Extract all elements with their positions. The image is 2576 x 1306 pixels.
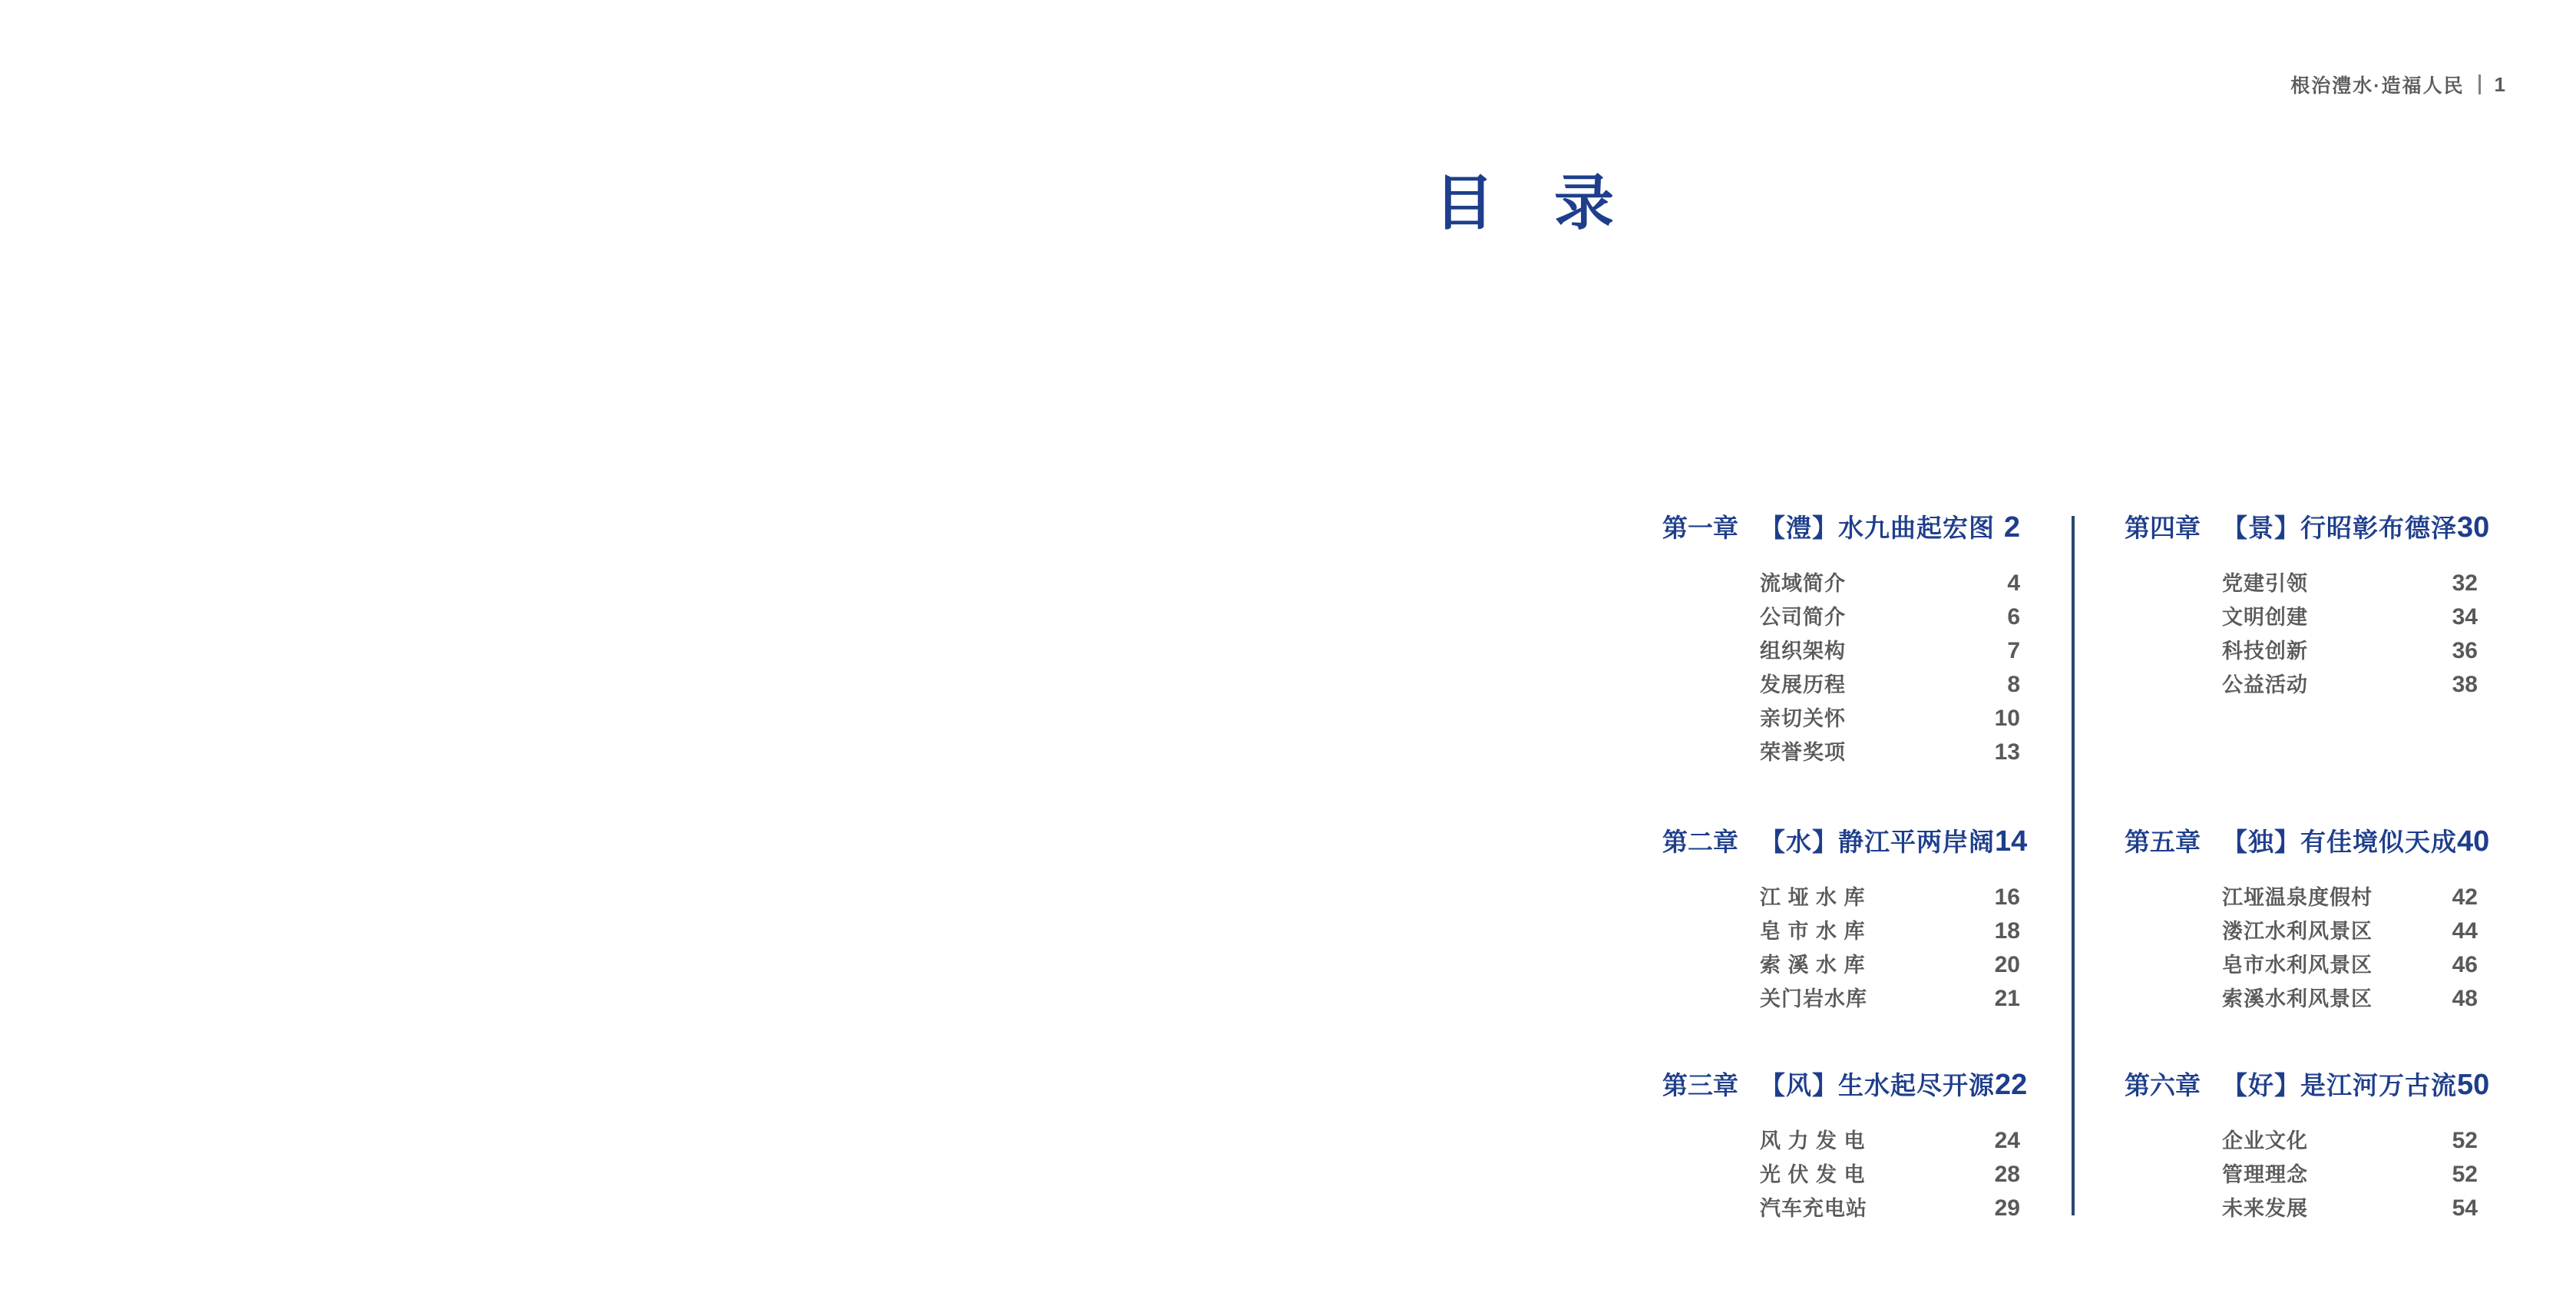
chapter-page-number: 22 [1995, 1069, 2028, 1101]
toc-chapter-entry[interactable] [2125, 1066, 2490, 1101]
item-page-number: 54 [2452, 1195, 2478, 1221]
chapter-label: 第六章 [2125, 1071, 2201, 1099]
chapter-title: 【景】行昭彰布德泽 [2222, 514, 2457, 542]
item-page-number: 20 [1994, 952, 2020, 977]
toc-chapter-entry[interactable] [1662, 1066, 2028, 1101]
chapter-items [2222, 881, 2478, 1016]
item-page-number: 7 [2007, 638, 2020, 663]
item-label: 皂市水利风景区 [2222, 954, 2373, 977]
chapter-block-2 [1662, 822, 2028, 1016]
item-page-number: 8 [2007, 672, 2020, 697]
item-page-number: 42 [2452, 884, 2478, 910]
item-page-number: 32 [2452, 570, 2478, 596]
chapter-title: 【独】有佳境似天成 [2222, 828, 2457, 856]
chapter-label: 第一章 [1662, 514, 1738, 542]
item-label: 未来发展 [2222, 1197, 2308, 1220]
toc-chapter-entry[interactable] [1662, 822, 2028, 858]
item-label: 党建引领 [2222, 572, 2308, 595]
chapter-label: 第四章 [2125, 514, 2201, 542]
item-page-number: 4 [2007, 570, 2020, 596]
item-label: 皂 市 水 库 [1760, 920, 1866, 943]
toc-item-entry[interactable] [2222, 668, 2478, 702]
item-page-number: 10 [1994, 706, 2020, 731]
toc-item-entry[interactable] [2222, 634, 2478, 668]
chapter-page-number: 14 [1995, 825, 2028, 858]
chapter-page-number: 40 [2457, 825, 2490, 858]
item-label: 索 溪 水 库 [1760, 954, 1866, 977]
chapter-title: 【好】是江河万古流 [2222, 1071, 2457, 1099]
item-page-number: 46 [2452, 952, 2478, 977]
chapter-label: 第二章 [1662, 828, 1738, 856]
toc-item-entry[interactable] [2222, 1124, 2478, 1158]
item-label: 组织架构 [1760, 640, 1846, 663]
toc-item-entry[interactable] [2222, 948, 2478, 982]
item-page-number: 13 [1994, 739, 2020, 765]
chapter-label: 第五章 [2125, 828, 2201, 856]
toc-chapter-entry[interactable] [2125, 822, 2490, 858]
chapter-block-6 [2125, 1066, 2490, 1225]
header-slogan: 根治澧水·造福人民 [2290, 75, 2465, 97]
item-label: 发展历程 [1760, 673, 1846, 696]
item-page-number: 24 [1994, 1128, 2020, 1153]
item-label: 汽车充电站 [1760, 1197, 1867, 1220]
item-label: 荣誉奖项 [1760, 741, 1846, 764]
item-page-number: 6 [2007, 604, 2020, 630]
header-page-number: 1 [2494, 72, 2505, 96]
toc-item-entry[interactable] [1760, 881, 2020, 914]
item-label: 公益活动 [2222, 673, 2308, 696]
header-divider-bar [2478, 74, 2481, 94]
item-page-number: 52 [2452, 1162, 2478, 1187]
chapter-page-number: 2 [2003, 511, 2020, 544]
toc-item-entry[interactable] [1760, 668, 2020, 702]
item-label: 光 伏 发 电 [1760, 1163, 1866, 1186]
chapter-items [1760, 881, 2020, 1016]
chapter-title: 【风】生水起尽开源 [1760, 1071, 1995, 1099]
chapter-label: 第三章 [1662, 1071, 1738, 1099]
item-page-number: 28 [1994, 1162, 2020, 1187]
item-label: 亲切关怀 [1760, 707, 1846, 730]
toc-item-entry[interactable] [1760, 567, 2020, 600]
item-label: 流域简介 [1760, 572, 1846, 595]
item-label: 江 垭 水 库 [1760, 886, 1866, 909]
toc-item-entry[interactable] [1760, 736, 2020, 769]
toc-item-entry[interactable] [2222, 914, 2478, 948]
item-label: 管理理念 [2222, 1163, 2308, 1186]
toc-item-entry[interactable] [1760, 948, 2020, 982]
chapter-items [2222, 1124, 2478, 1225]
item-page-number: 21 [1994, 986, 2020, 1011]
item-page-number: 34 [2452, 604, 2478, 630]
toc-item-entry[interactable] [1760, 1192, 2020, 1225]
chapter-items [1760, 567, 2020, 769]
toc-item-entry[interactable] [1760, 634, 2020, 668]
chapter-block-1 [1662, 508, 2020, 769]
item-label: 索溪水利风景区 [2222, 987, 2373, 1010]
chapter-items [1760, 1124, 2020, 1225]
toc-item-entry[interactable] [1760, 600, 2020, 634]
item-page-number: 48 [2452, 986, 2478, 1011]
toc-item-entry[interactable] [1760, 1124, 2020, 1158]
toc-item-entry[interactable] [2222, 1192, 2478, 1225]
item-label: 企业文化 [2222, 1129, 2308, 1152]
toc-item-entry[interactable] [2222, 982, 2478, 1016]
item-page-number: 29 [1994, 1195, 2020, 1221]
column-divider [2072, 516, 2075, 1215]
item-page-number: 18 [1994, 918, 2020, 944]
chapter-items [2222, 567, 2478, 702]
toc-item-entry[interactable] [1760, 702, 2020, 736]
toc-item-entry[interactable] [1760, 914, 2020, 948]
chapter-block-5 [2125, 822, 2490, 1016]
item-page-number: 16 [1994, 884, 2020, 910]
item-page-number: 36 [2452, 638, 2478, 663]
chapter-block-4 [2125, 508, 2490, 702]
item-page-number: 38 [2452, 672, 2478, 697]
chapter-title: 【水】静江平两岸阔 [1760, 828, 1995, 856]
toc-item-entry[interactable] [2222, 1158, 2478, 1192]
item-label: 溇江水利风景区 [2222, 920, 2373, 943]
toc-item-entry[interactable] [1760, 1158, 2020, 1192]
running-header [2290, 71, 2505, 98]
toc-item-entry[interactable] [2222, 567, 2478, 600]
item-label: 江垭温泉度假村 [2222, 886, 2373, 909]
chapter-page-number: 30 [2457, 511, 2490, 544]
toc-chapter-entry[interactable] [2125, 508, 2490, 544]
item-label: 风 力 发 电 [1760, 1129, 1866, 1152]
item-label: 文明创建 [2222, 606, 2308, 629]
item-page-number: 44 [2452, 918, 2478, 944]
toc-item-entry[interactable] [2222, 881, 2478, 914]
chapter-title: 【澧】水九曲起宏图 [1760, 514, 1995, 542]
page-title: 目 录 [1434, 169, 1615, 236]
toc-chapter-entry[interactable] [1662, 508, 2020, 542]
item-label: 公司简介 [1760, 606, 1846, 629]
chapter-page-number: 50 [2457, 1069, 2490, 1101]
item-label: 关门岩水库 [1760, 987, 1867, 1010]
chapter-block-3 [1662, 1066, 2028, 1225]
item-page-number: 52 [2452, 1128, 2478, 1153]
item-label: 科技创新 [2222, 640, 2308, 663]
toc-item-entry[interactable] [2222, 600, 2478, 634]
toc-item-entry[interactable] [1760, 982, 2020, 1016]
